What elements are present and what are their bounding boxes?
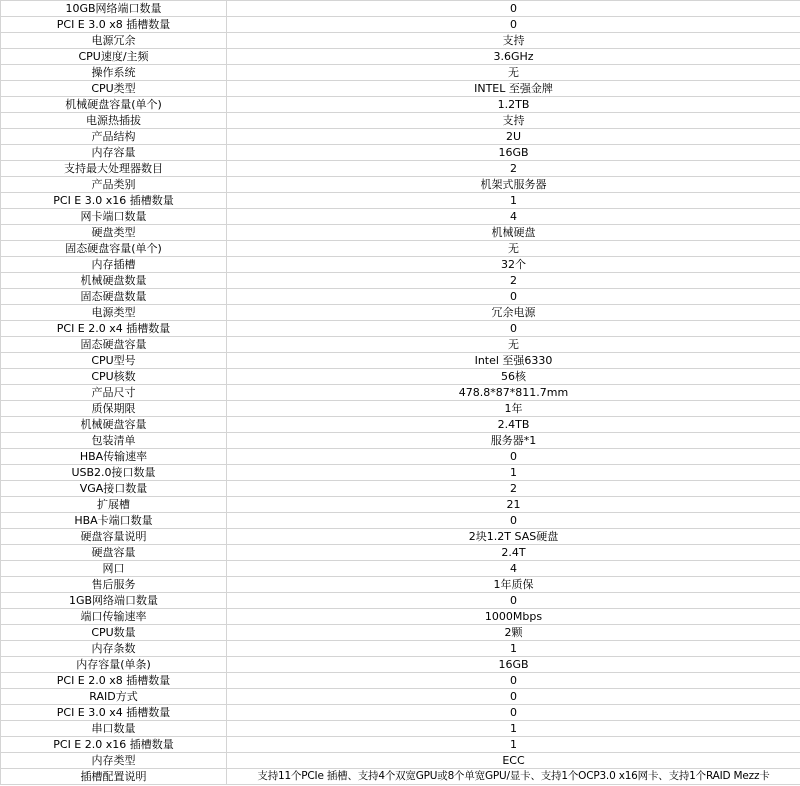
- spec-label-cell: PCI E 2.0 x4 插槽数量: [1, 321, 227, 337]
- spec-label-cell: PCI E 2.0 x8 插槽数量: [1, 673, 227, 689]
- table-row: [1, 97, 800, 113]
- spec-label-cell: 机械硬盘容量: [1, 417, 227, 433]
- spec-label-cell: 产品类别: [1, 177, 227, 193]
- table-row: [1, 305, 800, 321]
- spec-label-cell: CPU速度/主频: [1, 49, 227, 65]
- table-row: [1, 337, 800, 353]
- spec-label-cell: 硬盘容量说明: [1, 529, 227, 545]
- spec-label-cell: 内存条数: [1, 641, 227, 657]
- spec-value-cell: 0: [227, 705, 800, 721]
- table-row: [1, 81, 800, 97]
- spec-label-cell: 固态硬盘容量(单个): [1, 241, 227, 257]
- spec-value-cell: 16GB: [227, 657, 800, 673]
- spec-label-cell: 产品结构: [1, 129, 227, 145]
- spec-label-cell: 网口: [1, 561, 227, 577]
- table-row: [1, 449, 800, 465]
- table-row: [1, 385, 800, 401]
- table-row: [1, 465, 800, 481]
- spec-label-cell: 串口数量: [1, 721, 227, 737]
- table-row: [1, 177, 800, 193]
- table-row: [1, 321, 800, 337]
- spec-label-cell: CPU型号: [1, 353, 227, 369]
- spec-label-cell: HBA传输速率: [1, 449, 227, 465]
- table-row: [1, 209, 800, 225]
- spec-value-cell: 56核: [227, 369, 800, 385]
- spec-value-cell: 0: [227, 289, 800, 305]
- spec-value-cell: 2: [227, 273, 800, 289]
- spec-value-cell: 支持: [227, 113, 800, 129]
- table-row: [1, 689, 800, 705]
- table-row: [1, 545, 800, 561]
- spec-value-cell: 支持11个PCIe 插槽、支持4个双宽GPU或8个单宽GPU/显卡、支持1个OCP3.0 x16网卡、支持1个RAID Mezz卡: [227, 769, 800, 785]
- spec-value-cell: 冗余电源: [227, 305, 800, 321]
- spec-label-cell: 固态硬盘数量: [1, 289, 227, 305]
- spec-label-cell: 支持最大处理器数目: [1, 161, 227, 177]
- spec-label-cell: 内存插槽: [1, 257, 227, 273]
- spec-value-cell: 0: [227, 689, 800, 705]
- table-row: [1, 241, 800, 257]
- table-row: [1, 417, 800, 433]
- table-row: [1, 673, 800, 689]
- table-row: [1, 65, 800, 81]
- spec-label-cell: 包装清单: [1, 433, 227, 449]
- table-row: [1, 257, 800, 273]
- table-row: [1, 225, 800, 241]
- spec-value-cell: 服务器*1: [227, 433, 800, 449]
- table-row: [1, 529, 800, 545]
- table-row: [1, 353, 800, 369]
- table-row: [1, 769, 800, 785]
- spec-label-cell: 内存容量: [1, 145, 227, 161]
- spec-label-cell: 售后服务: [1, 577, 227, 593]
- spec-label-cell: USB2.0接口数量: [1, 465, 227, 481]
- table-row: [1, 481, 800, 497]
- spec-label-cell: 端口传输速率: [1, 609, 227, 625]
- spec-label-cell: RAID方式: [1, 689, 227, 705]
- spec-value-cell: 1: [227, 721, 800, 737]
- table-row: [1, 753, 800, 769]
- table-row: [1, 401, 800, 417]
- table-row: [1, 49, 800, 65]
- spec-label-cell: 电源冗余: [1, 33, 227, 49]
- spec-label-cell: PCI E 3.0 x16 插槽数量: [1, 193, 227, 209]
- table-row: [1, 33, 800, 49]
- spec-label-cell: 机械硬盘数量: [1, 273, 227, 289]
- spec-value-cell: 1: [227, 737, 800, 753]
- table-row: [1, 641, 800, 657]
- spec-value-cell: 0: [227, 17, 800, 33]
- spec-value-cell: 1: [227, 641, 800, 657]
- spec-value-cell: 机械硬盘: [227, 225, 800, 241]
- spec-value-cell: 3.6GHz: [227, 49, 800, 65]
- spec-value-cell: 478.8*87*811.7mm: [227, 385, 800, 401]
- spec-value-cell: 0: [227, 449, 800, 465]
- table-row: [1, 113, 800, 129]
- spec-value-cell: 2: [227, 161, 800, 177]
- spec-label-cell: 1GB网络端口数量: [1, 593, 227, 609]
- spec-label-cell: 质保期限: [1, 401, 227, 417]
- spec-value-cell: 0: [227, 1, 800, 17]
- table-row: [1, 433, 800, 449]
- table-row: [1, 705, 800, 721]
- spec-value-cell: 支持: [227, 33, 800, 49]
- spec-value-cell: 0: [227, 593, 800, 609]
- spec-label-cell: 10GB网络端口数量: [1, 1, 227, 17]
- spec-value-cell: 2.4T: [227, 545, 800, 561]
- table-row: [1, 161, 800, 177]
- spec-label-cell: HBA卡端口数量: [1, 513, 227, 529]
- spec-label-cell: 产品尺寸: [1, 385, 227, 401]
- spec-label-cell: 内存类型: [1, 753, 227, 769]
- table-row: [1, 129, 800, 145]
- spec-label-cell: 固态硬盘容量: [1, 337, 227, 353]
- table-row: [1, 193, 800, 209]
- spec-label-cell: 操作系统: [1, 65, 227, 81]
- spec-label-cell: CPU类型: [1, 81, 227, 97]
- spec-value-cell: 2: [227, 481, 800, 497]
- table-row: [1, 657, 800, 673]
- spec-table-body: [1, 1, 800, 785]
- table-row: [1, 593, 800, 609]
- spec-value-cell: 无: [227, 337, 800, 353]
- spec-value-cell: 1年质保: [227, 577, 800, 593]
- table-row: [1, 577, 800, 593]
- spec-value-cell: 2颗: [227, 625, 800, 641]
- spec-label-cell: 硬盘容量: [1, 545, 227, 561]
- table-row: [1, 289, 800, 305]
- table-row: [1, 273, 800, 289]
- spec-label-cell: 电源热插拔: [1, 113, 227, 129]
- spec-value-cell: 0: [227, 321, 800, 337]
- table-row: [1, 1, 800, 17]
- spec-label-cell: 网卡端口数量: [1, 209, 227, 225]
- spec-value-cell: 0: [227, 673, 800, 689]
- table-row: [1, 513, 800, 529]
- spec-value-cell: 0: [227, 513, 800, 529]
- spec-label-cell: 内存容量(单条): [1, 657, 227, 673]
- table-row: [1, 561, 800, 577]
- spec-value-cell: 2.4TB: [227, 417, 800, 433]
- table-row: [1, 145, 800, 161]
- spec-label-cell: 机械硬盘容量(单个): [1, 97, 227, 113]
- spec-value-cell: 2块1.2T SAS硬盘: [227, 529, 800, 545]
- spec-value-cell: 1: [227, 465, 800, 481]
- spec-value-cell: 1年: [227, 401, 800, 417]
- spec-value-cell: 无: [227, 65, 800, 81]
- spec-label-cell: PCI E 3.0 x8 插槽数量: [1, 17, 227, 33]
- spec-label-cell: CPU核数: [1, 369, 227, 385]
- table-row: [1, 609, 800, 625]
- spec-label-cell: PCI E 2.0 x16 插槽数量: [1, 737, 227, 753]
- spec-value-cell: 1: [227, 193, 800, 209]
- spec-value-cell: 机架式服务器: [227, 177, 800, 193]
- spec-label-cell: VGA接口数量: [1, 481, 227, 497]
- spec-value-cell: INTEL 至强金牌: [227, 81, 800, 97]
- spec-value-cell: 1.2TB: [227, 97, 800, 113]
- spec-value-cell: 2U: [227, 129, 800, 145]
- spec-label-cell: 电源类型: [1, 305, 227, 321]
- spec-value-cell: 1000Mbps: [227, 609, 800, 625]
- spec-label-cell: CPU数量: [1, 625, 227, 641]
- spec-label-cell: 硬盘类型: [1, 225, 227, 241]
- spec-label-cell: 扩展槽: [1, 497, 227, 513]
- table-row: [1, 497, 800, 513]
- spec-value-cell: 4: [227, 561, 800, 577]
- table-row: [1, 721, 800, 737]
- spec-value-cell: 4: [227, 209, 800, 225]
- spec-value-cell: 16GB: [227, 145, 800, 161]
- table-row: [1, 625, 800, 641]
- spec-label-cell: 插槽配置说明: [1, 769, 227, 785]
- spec-value-cell: Intel 至强6330: [227, 353, 800, 369]
- spec-value-cell: 32个: [227, 257, 800, 273]
- table-row: [1, 17, 800, 33]
- spec-value-cell: 21: [227, 497, 800, 513]
- spec-label-cell: PCI E 3.0 x4 插槽数量: [1, 705, 227, 721]
- table-row: [1, 737, 800, 753]
- spec-value-cell: ECC: [227, 753, 800, 769]
- table-row: [1, 369, 800, 385]
- spec-value-cell: 无: [227, 241, 800, 257]
